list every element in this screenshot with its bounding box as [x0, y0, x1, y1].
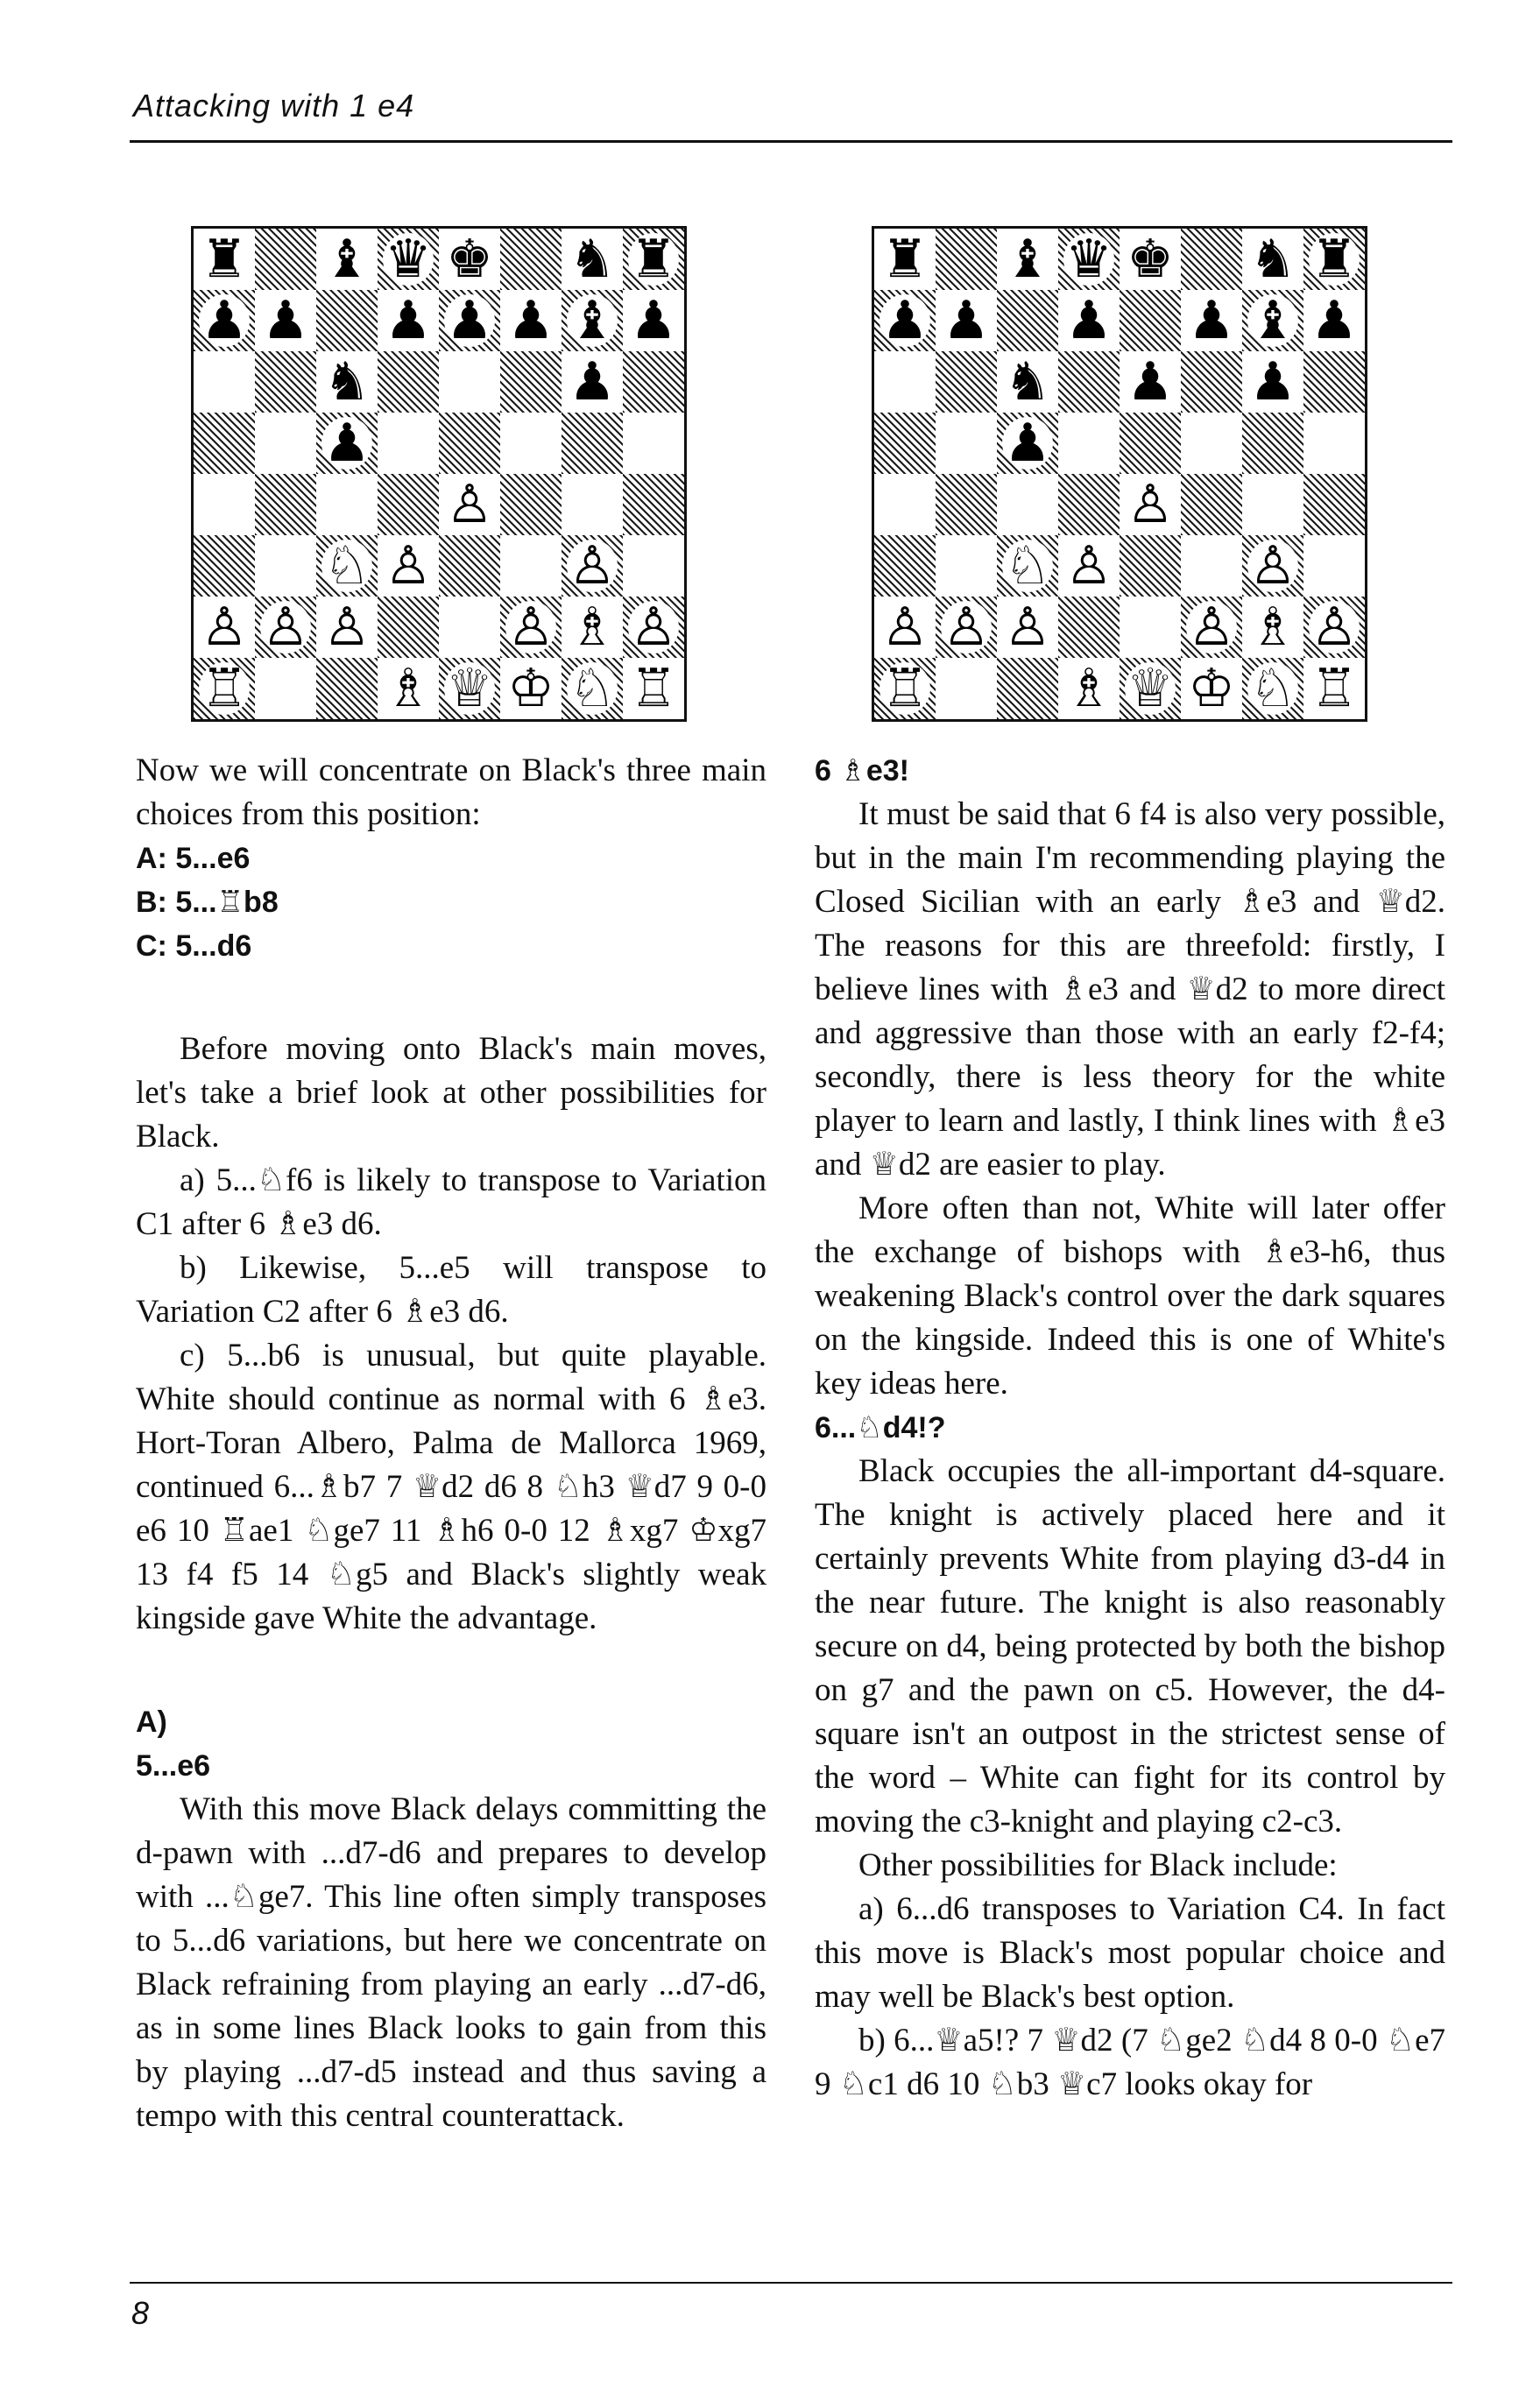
- board-square: [936, 658, 997, 719]
- chess-piece: ♜: [630, 229, 677, 290]
- board-square: [997, 597, 1058, 658]
- chess-piece: ♝: [569, 290, 616, 351]
- board-square: [439, 351, 500, 413]
- board-square: [623, 535, 684, 597]
- chess-piece: ♙: [385, 535, 432, 597]
- board-square: [1058, 474, 1120, 535]
- chess-piece: ♙: [1004, 597, 1051, 658]
- chess-piece: ♙: [1249, 535, 1296, 597]
- board-square: [1303, 474, 1365, 535]
- chess-piece: ♟: [1188, 290, 1235, 351]
- board-square: [194, 535, 255, 597]
- board-square: [997, 535, 1058, 597]
- other-b: b) Likewise, 5...e5 will transpose to Variation C2 after 6 ♗e3 d6.: [136, 1250, 766, 1330]
- chess-piece: ♙: [569, 535, 616, 597]
- section-heading: A): [136, 1705, 167, 1739]
- board-square: [1058, 351, 1120, 413]
- board-square: [1303, 413, 1365, 474]
- board-square: [623, 474, 684, 535]
- board-square: [1120, 658, 1181, 719]
- board-square: [255, 351, 316, 413]
- chess-piece: ♟: [881, 290, 929, 351]
- chess-piece: ♘: [323, 535, 371, 597]
- board-square: [316, 658, 378, 719]
- option-a: a) 6...d6 transposes to Variation C4. In fact this move is Black's most popular choice and may well be Black's best option.: [815, 1891, 1445, 2015]
- board-square: [623, 290, 684, 351]
- board-square: [874, 413, 936, 474]
- board-square: [439, 474, 500, 535]
- board-square: [439, 658, 500, 719]
- board-square: [1120, 351, 1181, 413]
- board-square: [997, 413, 1058, 474]
- board-square: [936, 474, 997, 535]
- board-square: [874, 658, 936, 719]
- chess-piece: ♙: [1188, 597, 1235, 658]
- board-square: [562, 597, 623, 658]
- board-square: [500, 658, 562, 719]
- board-square: [562, 474, 623, 535]
- board-square: [936, 290, 997, 351]
- board-square: [378, 474, 439, 535]
- board-square: [194, 229, 255, 290]
- chess-piece: ♘: [1249, 658, 1296, 719]
- board-square: [1303, 229, 1365, 290]
- board-square: [194, 290, 255, 351]
- board-square: [255, 290, 316, 351]
- chess-piece: ♟: [630, 290, 677, 351]
- board-square: [1120, 413, 1181, 474]
- section-move: 5...e6: [136, 1749, 211, 1783]
- board-square: [1242, 229, 1303, 290]
- choice-c: C: 5...d6: [136, 929, 252, 963]
- board-square: [1181, 413, 1242, 474]
- board-square: [874, 290, 936, 351]
- board-square: [936, 351, 997, 413]
- chess-piece: ♞: [569, 229, 616, 290]
- chess-piece: ♙: [881, 597, 929, 658]
- board-square: [874, 597, 936, 658]
- board-square: [874, 351, 936, 413]
- board-square: [1242, 658, 1303, 719]
- chess-piece: ♘: [569, 658, 616, 719]
- board-square: [439, 413, 500, 474]
- board-square: [439, 229, 500, 290]
- board-square: [562, 229, 623, 290]
- chess-piece: ♙: [1127, 474, 1174, 535]
- chess-piece: ♟: [446, 290, 493, 351]
- paragraph-4: Other possibilities for Black include:: [858, 1847, 1338, 1883]
- board-square: [874, 229, 936, 290]
- chess-piece: ♗: [569, 597, 616, 658]
- board-square: [623, 413, 684, 474]
- board-square: [500, 351, 562, 413]
- board-square: [194, 413, 255, 474]
- board-square: [874, 535, 936, 597]
- chess-piece: ♙: [201, 597, 248, 658]
- chess-piece: ♟: [1004, 413, 1051, 474]
- board-square: [1058, 290, 1120, 351]
- board-square: [1181, 351, 1242, 413]
- chess-piece: ♙: [262, 597, 309, 658]
- board-square: [1058, 658, 1120, 719]
- chess-piece: ♜: [881, 229, 929, 290]
- board-square: [1120, 474, 1181, 535]
- board-square: [1181, 290, 1242, 351]
- right-column: [815, 749, 1445, 2107]
- board-square: [997, 290, 1058, 351]
- paragraph-2: More often than not, White will later offer the exchange of bishops with ♗e3-h6, thus weakening Black's control over the dark squares on the kingside. Indeed this is one of White's key ideas here.: [815, 1190, 1445, 1402]
- board-square: [439, 535, 500, 597]
- chess-piece: ♔: [1188, 658, 1235, 719]
- chess-piece: ♛: [1065, 229, 1113, 290]
- chess-diagram-left: [191, 226, 687, 722]
- section-paragraph: With this move Black delays committing the d-pawn with ...d7-d6 and prepares to develop with ...♘ge7. This line often simply transposes to 5...d6 variations, but here we concentrate on Black refraining from playing an early ...d7-d6, as in some lines Black looks to gain from this by playing ...d7-d5 instead and thus saving a tempo with this central counterattack.: [136, 1791, 766, 2134]
- chess-piece: ♝: [1004, 229, 1051, 290]
- paragraph-3: Black occupies the all-important d4-square. The knight is actively placed here and it certainly prevents White from playing d3-d4 in the near future. The knight is also reasonably secure on d4, being protected by both the bishop on g7 and the pawn on c5. However, the d4-square isn't an outpost in the strictest sense of the word – White can fight for its control by moving the c3-knight and playing c2-c3.: [815, 1453, 1445, 1840]
- board-square: [255, 597, 316, 658]
- chess-piece: ♞: [323, 351, 371, 413]
- board-square: [1242, 413, 1303, 474]
- before-paragraph: Before moving onto Black's main moves, let's take a brief look at other possibilities for Black.: [136, 1031, 766, 1155]
- board-square: [255, 658, 316, 719]
- board-square: [500, 535, 562, 597]
- board-square: [1303, 597, 1365, 658]
- board-square: [255, 474, 316, 535]
- board-square: [997, 474, 1058, 535]
- board-square: [378, 229, 439, 290]
- choice-b: B: 5...♖b8: [136, 886, 279, 919]
- chess-piece: ♚: [446, 229, 493, 290]
- chess-piece: ♗: [385, 658, 432, 719]
- board-square: [316, 474, 378, 535]
- intro-paragraph: Now we will concentrate on Black's three main choices from this position:: [136, 752, 766, 832]
- other-a: a) 5...♘f6 is likely to transpose to Variation C1 after 6 ♗e3 d6.: [136, 1162, 766, 1242]
- board-square: [500, 474, 562, 535]
- move-heading-1: 6 ♗e3!: [815, 754, 909, 787]
- chess-piece: ♝: [323, 229, 371, 290]
- other-c: c) 5...b6 is unusual, but quite playable. White should continue as normal with 6 ♗e3. Hort-Toran Albero, Palma de Mallorca 1969, continued 6...♗b7 7 ♕d2 d6 8 ♘h3 ♕d7 9 0-0 e6 10 ♖ae1 ♘ge7 11 ♗h6 0-0 12 ♗xg7 ♔xg7 13 f4 f5 14 ♘g5 and Black's slightly weak kingside gave White the advantage.: [136, 1338, 766, 1636]
- board-square: [1181, 658, 1242, 719]
- page-number: 8: [131, 2295, 150, 2331]
- board-square: [439, 597, 500, 658]
- running-head: Attacking with 1 e4: [133, 88, 415, 124]
- chess-piece: ♔: [507, 658, 555, 719]
- board-square: [1242, 351, 1303, 413]
- board-square: [1242, 535, 1303, 597]
- board-square: [1242, 474, 1303, 535]
- chess-piece: ♟: [262, 290, 309, 351]
- board-square: [562, 290, 623, 351]
- move-heading-2: 6...♘d4!?: [815, 1411, 946, 1444]
- board-square: [623, 229, 684, 290]
- board-square: [378, 351, 439, 413]
- chess-piece: ♟: [1065, 290, 1113, 351]
- board-square: [997, 658, 1058, 719]
- chess-piece: ♕: [1127, 658, 1174, 719]
- chess-piece: ♜: [201, 229, 248, 290]
- board-square: [378, 290, 439, 351]
- board-square: [500, 413, 562, 474]
- board-square: [316, 229, 378, 290]
- choice-a: A: 5...e6: [136, 842, 251, 875]
- chess-piece: ♟: [323, 413, 371, 474]
- chess-piece: ♟: [507, 290, 555, 351]
- chess-piece: ♘: [1004, 535, 1051, 597]
- option-b: b) 6...♕a5!? 7 ♕d2 (7 ♘ge2 ♘d4 8 0-0 ♘e7 9 ♘c1 d6 10 ♘b3 ♕c7 looks okay for: [815, 2023, 1445, 2102]
- chess-piece: ♟: [1127, 351, 1174, 413]
- chess-piece: ♟: [1310, 290, 1358, 351]
- board-square: [1242, 290, 1303, 351]
- board-square: [500, 229, 562, 290]
- board-square: [500, 290, 562, 351]
- chess-piece: ♗: [1065, 658, 1113, 719]
- board-square: [1120, 229, 1181, 290]
- board-square: [936, 535, 997, 597]
- chess-piece: ♙: [630, 597, 677, 658]
- paragraph-1: It must be said that 6 f4 is also very possible, but in the main I'm recommending playing the Closed Sicilian with an early ♗e3 and ♕d2. The reasons for this are threefold: firstly, I believe lines with ♗e3 and ♕d2 to more direct and aggressive than those with an early f2-f4; secondly, there is less theory for the white player to learn and lastly, I think lines with ♗e3 and ♕d2 are easier to play.: [815, 796, 1445, 1183]
- board-square: [997, 351, 1058, 413]
- chess-piece: ♕: [446, 658, 493, 719]
- board-square: [255, 535, 316, 597]
- chess-piece: ♙: [446, 474, 493, 535]
- board-square: [1058, 413, 1120, 474]
- board-square: [562, 351, 623, 413]
- chess-piece: ♗: [1249, 597, 1296, 658]
- board-square: [255, 413, 316, 474]
- board-square: [194, 474, 255, 535]
- chess-piece: ♝: [1249, 290, 1296, 351]
- board-square: [1120, 597, 1181, 658]
- board-square: [1303, 351, 1365, 413]
- board-square: [562, 658, 623, 719]
- chess-piece: ♟: [201, 290, 248, 351]
- board-square: [1181, 597, 1242, 658]
- board-square: [316, 413, 378, 474]
- board-square: [439, 290, 500, 351]
- chess-piece: ♙: [1310, 597, 1358, 658]
- chess-piece: ♛: [385, 229, 432, 290]
- board-square: [1120, 535, 1181, 597]
- board-square: [500, 597, 562, 658]
- board-square: [997, 229, 1058, 290]
- chess-diagram-right: [872, 226, 1367, 722]
- board-square: [1058, 229, 1120, 290]
- board-square: [1181, 535, 1242, 597]
- board-square: [1242, 597, 1303, 658]
- board-square: [936, 229, 997, 290]
- board-square: [562, 413, 623, 474]
- board-square: [316, 290, 378, 351]
- board-square: [1303, 290, 1365, 351]
- chess-piece: ♖: [1310, 658, 1358, 719]
- chess-piece: ♙: [323, 597, 371, 658]
- board-square: [378, 413, 439, 474]
- chess-piece: ♟: [385, 290, 432, 351]
- board-square: [194, 658, 255, 719]
- board-square: [562, 535, 623, 597]
- board-square: [1181, 229, 1242, 290]
- board-square: [194, 597, 255, 658]
- board-square: [1303, 535, 1365, 597]
- board-square: [623, 597, 684, 658]
- chess-piece: ♟: [569, 351, 616, 413]
- chess-piece: ♖: [201, 658, 248, 719]
- board-square: [936, 413, 997, 474]
- chess-piece: ♞: [1249, 229, 1296, 290]
- board-square: [316, 351, 378, 413]
- chess-piece: ♙: [1065, 535, 1113, 597]
- chess-piece: ♜: [1310, 229, 1358, 290]
- chess-piece: ♖: [630, 658, 677, 719]
- header-rule: [130, 140, 1452, 143]
- board-square: [194, 351, 255, 413]
- chess-piece: ♙: [507, 597, 555, 658]
- chess-piece: ♟: [1249, 351, 1296, 413]
- chess-piece: ♞: [1004, 351, 1051, 413]
- board-square: [378, 535, 439, 597]
- board-square: [936, 597, 997, 658]
- board-square: [1058, 597, 1120, 658]
- board-square: [874, 474, 936, 535]
- board-square: [378, 658, 439, 719]
- board-square: [316, 535, 378, 597]
- board-square: [1181, 474, 1242, 535]
- board-square: [623, 658, 684, 719]
- board-square: [1303, 658, 1365, 719]
- board-square: [1058, 535, 1120, 597]
- board-square: [316, 597, 378, 658]
- board-square: [1120, 290, 1181, 351]
- footer-rule: [130, 2282, 1452, 2284]
- board-square: [255, 229, 316, 290]
- chess-piece: ♙: [943, 597, 990, 658]
- board-square: [378, 597, 439, 658]
- board-square: [623, 351, 684, 413]
- chess-piece: ♚: [1127, 229, 1174, 290]
- left-column: [136, 749, 766, 2138]
- chess-piece: ♟: [943, 290, 990, 351]
- chess-piece: ♖: [881, 658, 929, 719]
